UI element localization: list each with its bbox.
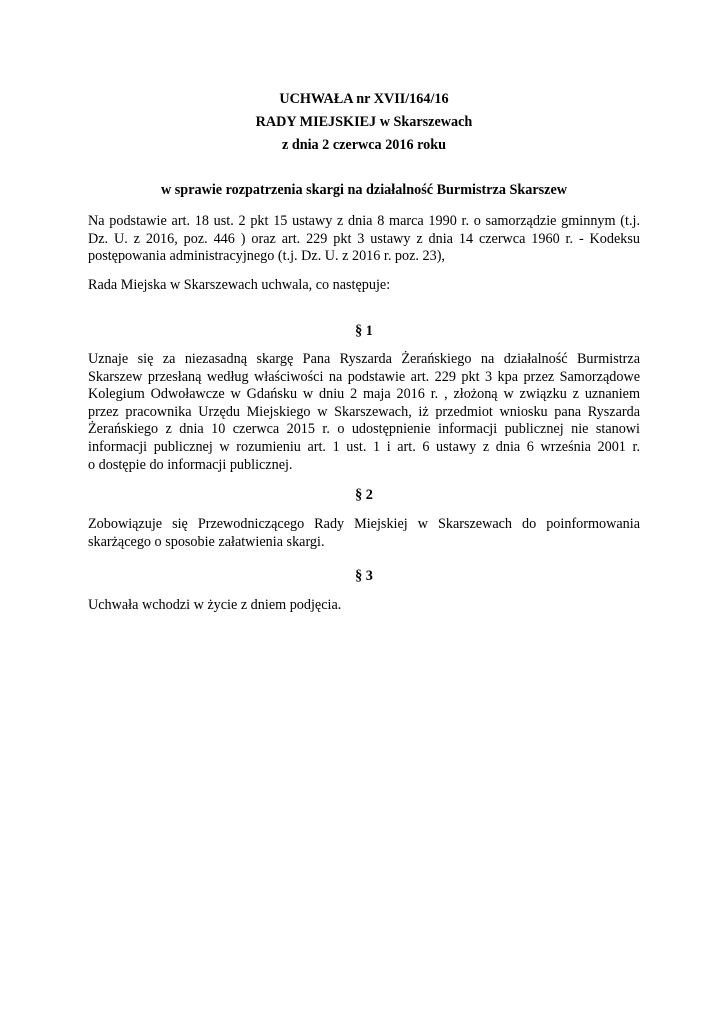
text-line: Kolegium Odwoławcze w Gdańsku w dniu 2 maja 2016 r. , złożoną w związku z uznaniem xyxy=(88,386,640,403)
text-line: Uchwała wchodzi w życie z dniem podjęcia. xyxy=(88,597,342,613)
section-2-paragraph xyxy=(88,516,640,551)
text-line: Uznaje się za niezasadną skargę Pana Ryszarda Żerańskiego na działalność Burmistrza xyxy=(88,351,640,367)
text-line: Rada Miejska w Skarszewach uchwala, co następuje: xyxy=(88,277,391,293)
text-line: Dz. U. z 2016, poz. 446 ) oraz art. 229 pkt 3 ustawy z dnia 14 czerwca 1960 r. - Kodeksu xyxy=(88,230,640,247)
legal-basis-paragraph xyxy=(88,213,640,266)
text-line: Na podstawie art. 18 ust. 2 pkt 15 ustawy z dnia 8 marca 1990 r. o samorządzie gminnym (t.j. xyxy=(88,213,640,229)
section-2-heading: § 2 xyxy=(355,487,373,503)
text-line: Zobowiązuje się Przewodniczącego Rady Miejskiej w Skarszewach do poinformowania xyxy=(88,516,640,532)
council-name: RADY MIEJSKIEJ w Skarszewach xyxy=(255,114,473,130)
text-line: o dostępie do informacji publicznej. xyxy=(88,456,293,473)
section-3-paragraph xyxy=(88,597,640,615)
section-1-heading: § 1 xyxy=(355,323,373,339)
resolution-subject: w sprawie rozpatrzenia skargi na działalność Burmistrza Skarszew xyxy=(160,182,568,198)
text-line: Skarszew przesłaną według właściwości na podstawie art. 229 pkt 3 kpa przez Samorządowe xyxy=(88,368,640,385)
resolution-number: UCHWAŁA nr XVII/164/16 xyxy=(279,91,449,107)
text-line: przez pracownika Urzędu Miejskiego w Skarszewach, iż przedmiot wniosku pana Ryszarda xyxy=(88,403,640,420)
text-line: informacji publicznej w rozumieniu art. 1 ust. 1 i art. 6 ustawy z dnia 6 września 2001 r. xyxy=(88,438,640,455)
text-line: Żerańskiego z dnia 10 czerwca 2015 r. o udostępnienie informacji publicznej nie stanowi xyxy=(88,421,640,438)
text-line: skarżącego o sposobie załatwienia skargi. xyxy=(88,533,325,550)
text-line: postępowania administracyjnego (t.j. Dz. U. z 2016 r. poz. 23), xyxy=(88,248,445,265)
resolves-paragraph xyxy=(88,277,640,295)
resolution-date: z dnia 2 czerwca 2016 roku xyxy=(281,137,447,153)
section-3-heading: § 3 xyxy=(355,568,373,584)
section-1-paragraph xyxy=(88,351,640,474)
